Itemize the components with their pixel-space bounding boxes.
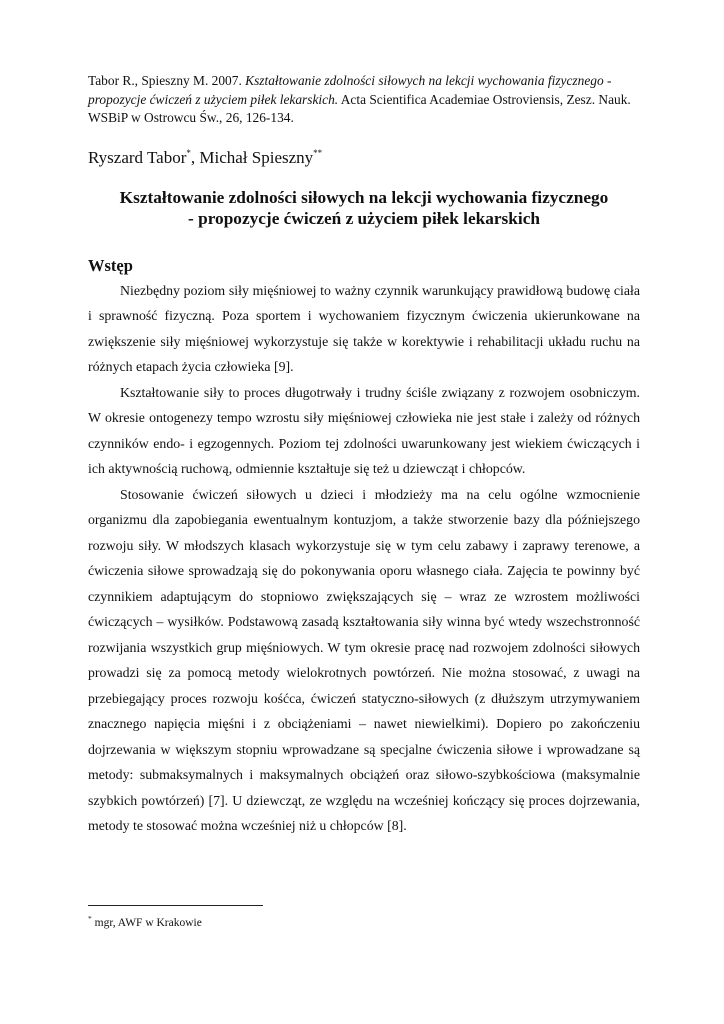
paragraph-1: Niezbędny poziom siły mięśniowej to ważny czynnik warunkujący prawidłową budowę ciała i sprawność fizyczną. Poza sportem i wychowaniem fizycznym ćwiczenia ukierunkowane na zwiększenie siły mięśniowej wykorzystuje się także w korektywie i rehabilitacji układu ruchu na różnych etapach życia człowieka [9]. [88, 282, 640, 374]
paragraph-3: Stosowanie ćwiczeń siłowych u dzieci i młodzieży ma na celu ogólne wzmocnienie organizmu dla zapobiegania ewentualnym kontuzjom, a także stworzenie bazy dla późniejszego rozwoju siły. W młodszych klasach wykorzystuje się w tym celu zabawy i zaprawy terenowe, a ćwiczenia siłowe sprowadzają się do pokonywania oporu własnego ciała. Zajęcia te powinny być czynnikiem adaptującym do stopniowo zwiększających się – wraz ze wzrostem możliwości ćwiczących – wysiłków. Podstawową zasadą kształtowania siły winna być wtedy wszechstronność rozwijania wszystkich grup mięśniowych. W tym okresie pracę nad rozwojem zdolności siłowych prowadzi się za pomocą metody wielokrotnych powtórzeń. Nie można stosować, z uwagi na przebiegający proces rozwoju kośćca, ćwiczeń statyczno-siłowych (z dłuższym utrzymywaniem znacznego napięcia mięśni i z obciążeniami – nawet niewielkimi). Dopiero po zakończeniu dojrzewania w większym stopniu wprowadzane są specjalne ćwiczenia siłowe i wprowadzane są metody: submaksymalnych i maksymalnych obciążeń oraz siłowo-szybkościowa (maksymalnie szybkich powtórzeń) [7]. U dziewcząt, ze względu na wcześniej kończący się proces dojrzewania, metody te stosować można wcześniej niż u chłopców [8]. [88, 486, 640, 833]
author-1-footnote-mark: * [186, 147, 191, 158]
page-content [88, 72, 640, 839]
paper-title-line-1: Kształtowanie zdolności siłowych na lekcji wychowania fizycznego [119, 187, 609, 207]
author-1: Ryszard Tabor [88, 147, 187, 167]
footnote-mark: * [88, 914, 92, 923]
section-heading: Wstęp [88, 255, 133, 275]
citation-source: Acta Scientifica Academiae Ostroviensis, Zesz. Nauk. WSBiP w Ostrowcu Św., 26, 126-134. [88, 91, 631, 125]
authors [88, 143, 640, 168]
author-2-footnote-mark: ** [313, 147, 323, 158]
body-text [88, 278, 640, 839]
paper-title [88, 187, 640, 230]
footnote-text: mgr, AWF w Krakowie [91, 917, 202, 929]
citation [88, 72, 640, 128]
author-2: Michał Spieszny [199, 147, 314, 167]
paragraph-2: Kształtowanie siły to proces długotrwały i trudny ściśle związany z rozwojem osobniczym. W okresie ontogenezy tempo wzrostu siły mięśniowej człowieka nie jest stałe i zależy od różnych czynników endo- i egzogennych. Poziom tej zdolności uwarunkowany jest wiekiem ćwiczących i ich aktywnością ruchową, odmiennie kształtuje się też u dziewcząt i chłopców. [88, 384, 640, 476]
citation-title: Kształtowanie zdolności siłowych na lekcji wychowania fizycznego - propozycje ćwiczeń z użyciem piłek lekarskich. [88, 73, 612, 107]
citation-prefix: Tabor R., Spieszny M. 2007. [88, 73, 246, 88]
footnote-divider [88, 905, 263, 906]
author-separator: , [190, 147, 200, 167]
paper-title-line-2: - propozycje ćwiczeń z użyciem piłek lekarskich [188, 209, 540, 228]
footnote [88, 912, 202, 930]
